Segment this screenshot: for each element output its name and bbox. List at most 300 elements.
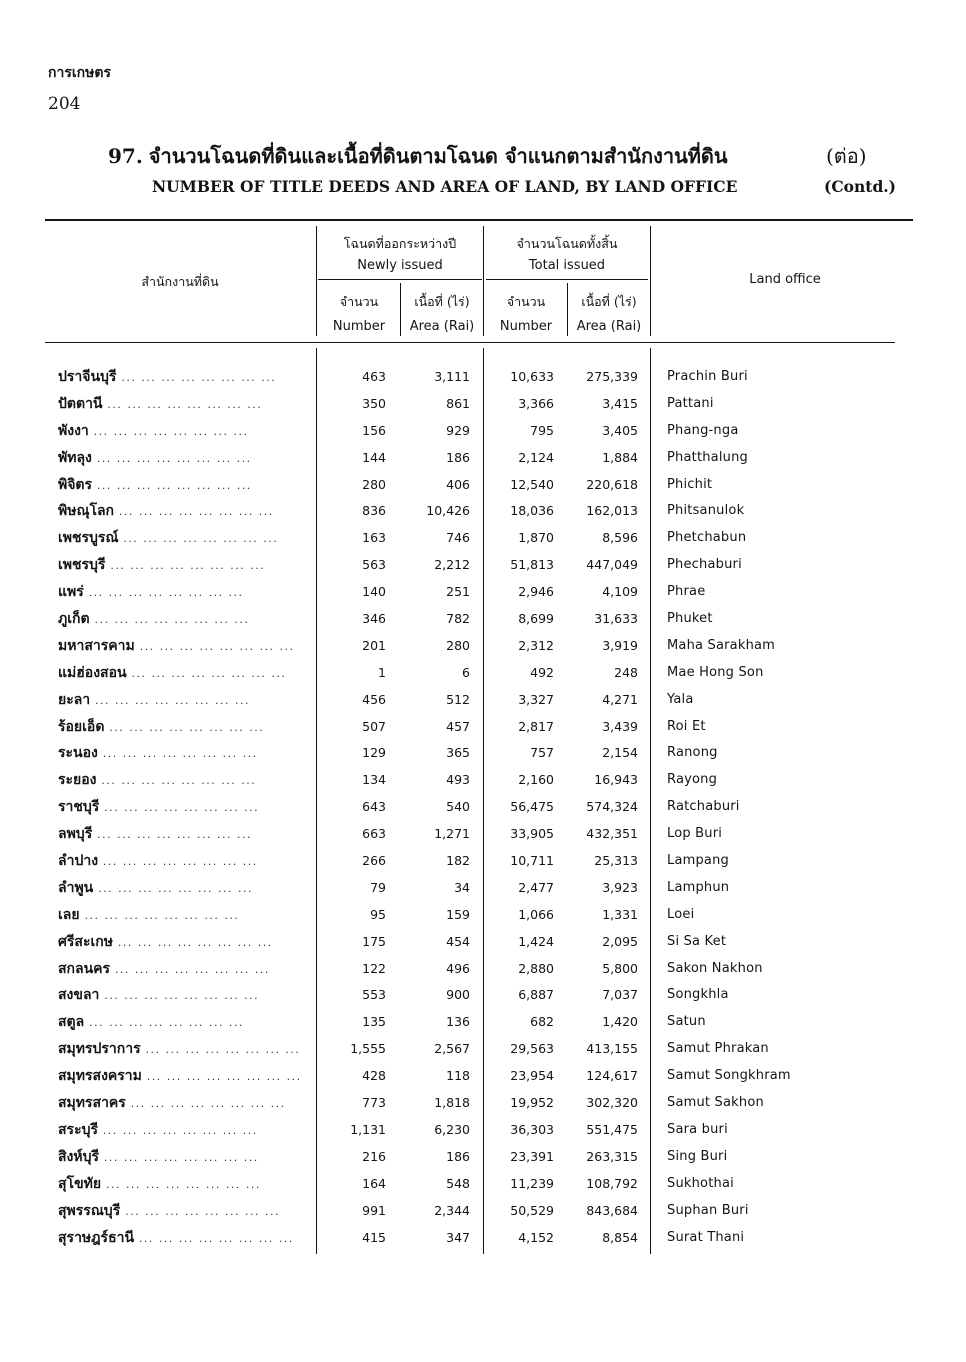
total-issued-number: 23,954 xyxy=(510,1068,554,1084)
newly-issued-number: 836 xyxy=(362,503,386,519)
leader-dots: ... ... ... ... ... ... ... ... xyxy=(139,639,295,653)
leader-dots: ... ... ... ... ... ... ... ... xyxy=(118,505,274,519)
leader-dots: ... ... ... ... ... ... ... ... xyxy=(102,855,258,869)
land-office-english: Mae Hong Son xyxy=(667,664,764,680)
total-issued-area: 3,439 xyxy=(602,718,638,734)
table-row xyxy=(0,1121,966,1148)
total-issued-number: 1,424 xyxy=(518,933,554,949)
newly-issued-area: 746 xyxy=(446,530,470,546)
table-row xyxy=(0,906,966,933)
leader-dots: ... ... ... ... ... ... ... ... xyxy=(104,989,260,1003)
leader-dots: ... ... ... ... ... ... ... ... xyxy=(95,693,250,707)
land-office-thai-name: ปัตตานี xyxy=(58,395,103,412)
land-office-thai-name: มหาสารคาม xyxy=(58,637,135,654)
land-office-thai-name: ปราจีนบุรี xyxy=(58,369,117,385)
land-office-thai xyxy=(58,1067,308,1086)
land-office-thai-name: พิษณุโลก xyxy=(58,503,115,520)
newly-issued-number: 350 xyxy=(362,395,386,411)
total-issued-number: 1,066 xyxy=(518,906,554,922)
land-office-thai-name: สงขลา xyxy=(58,987,100,1004)
newly-issued-area: 251 xyxy=(446,584,470,600)
newly-issued-area: 782 xyxy=(446,611,470,627)
header-office-english: Land office xyxy=(749,272,821,287)
table-row xyxy=(0,583,966,610)
table-number: 97. xyxy=(108,144,143,168)
newly-issued-area: 454 xyxy=(446,933,470,949)
land-office-thai xyxy=(58,422,308,441)
newly-issued-number: 201 xyxy=(362,637,386,653)
newly-issued-area: 118 xyxy=(446,1068,470,1084)
leader-dots: ... ... ... ... ... ... ... ... xyxy=(145,1043,301,1057)
newly-issued-area: 2,567 xyxy=(434,1041,470,1057)
total-issued-number: 3,327 xyxy=(518,691,554,707)
total-issued-area: 3,415 xyxy=(602,395,638,411)
total-issued-area: 108,792 xyxy=(586,1175,638,1191)
land-office-english: Sing Buri xyxy=(667,1148,728,1164)
land-office-english: Sara buri xyxy=(667,1121,728,1137)
newly-issued-number: 163 xyxy=(362,530,386,546)
newly-issued-area: 3,111 xyxy=(434,369,470,384)
land-office-english: Roi Et xyxy=(667,718,706,734)
newly-issued-number: 773 xyxy=(362,1095,386,1111)
leader-dots: ... ... ... ... ... ... ... ... xyxy=(110,559,266,573)
land-office-thai-name: สกลนคร xyxy=(58,960,111,977)
table-row xyxy=(0,556,966,583)
total-issued-number: 51,813 xyxy=(510,557,554,573)
newly-issued-area: 540 xyxy=(446,799,470,815)
header-number-english: Number xyxy=(332,319,386,334)
table-row xyxy=(0,637,966,664)
land-office-thai xyxy=(58,718,308,737)
total-issued-number: 18,036 xyxy=(510,503,554,519)
total-issued-area: 8,596 xyxy=(602,530,638,546)
total-issued-number: 2,946 xyxy=(518,584,554,600)
total-issued-number: 682 xyxy=(530,1014,554,1030)
table-row xyxy=(0,933,966,960)
land-office-thai-name: แม่ฮ่องสอน xyxy=(58,664,127,681)
land-office-english: Phuket xyxy=(667,611,713,627)
leader-dots: ... ... ... ... ... ... ... ... xyxy=(123,532,279,546)
newly-issued-number: 175 xyxy=(362,933,386,949)
newly-issued-number: 663 xyxy=(362,826,386,842)
table-row xyxy=(0,960,966,987)
leader-dots: ... ... ... ... ... ... ... ... xyxy=(89,1016,244,1030)
leader-dots: ... ... ... ... ... ... ... ... xyxy=(88,586,244,600)
table-row xyxy=(0,771,966,798)
newly-issued-area: 136 xyxy=(446,1014,470,1030)
leader-dots: ... ... ... ... ... ... ... ... xyxy=(117,935,273,949)
total-issued-area: 31,633 xyxy=(594,611,638,627)
total-issued-area: 447,049 xyxy=(586,557,638,573)
land-office-thai xyxy=(58,906,308,925)
land-office-thai xyxy=(58,1202,308,1221)
table-title-english xyxy=(152,177,912,196)
total-issued-number: 1,870 xyxy=(518,530,554,546)
total-issued-number: 2,160 xyxy=(518,772,554,788)
newly-issued-area: 182 xyxy=(446,853,470,869)
newly-issued-number: 991 xyxy=(362,1202,386,1218)
newly-issued-number: 280 xyxy=(362,476,386,492)
leader-dots: ... ... ... ... ... ... ... ... xyxy=(94,613,250,627)
table-row xyxy=(0,798,966,825)
table-row xyxy=(0,368,966,395)
total-issued-number: 29,563 xyxy=(510,1041,554,1057)
land-office-english: Phichit xyxy=(667,476,713,492)
land-office-thai xyxy=(58,1013,308,1032)
land-office-english: Samut Sakhon xyxy=(667,1095,764,1111)
land-office-thai-name: ร้อยเอ็ด xyxy=(58,718,105,735)
land-office-english: Surat Thani xyxy=(667,1229,745,1245)
land-office-thai-name: สุโขทัย xyxy=(58,1175,102,1192)
land-office-english: Rayong xyxy=(667,772,718,788)
newly-issued-area: 6 xyxy=(462,664,470,680)
total-issued-area: 16,943 xyxy=(594,772,638,788)
land-office-thai-name: พัทลุง xyxy=(58,449,92,466)
table-row xyxy=(0,449,966,476)
total-issued-number: 4,152 xyxy=(518,1229,554,1245)
land-office-thai xyxy=(58,449,308,468)
leader-dots: ... ... ... ... ... ... ... ... xyxy=(130,1097,286,1111)
land-office-thai-name: สมุทรสงคราม xyxy=(58,1068,142,1085)
table-row xyxy=(0,825,966,852)
leader-dots: ... ... ... ... ... ... ... ... xyxy=(125,1204,280,1218)
land-office-thai xyxy=(58,825,308,844)
header-area-english: Area (Rai) xyxy=(576,319,642,334)
group-underline xyxy=(318,279,482,280)
total-issued-area: 4,109 xyxy=(602,584,638,600)
newly-issued-area: 10,426 xyxy=(426,503,470,519)
table-row xyxy=(0,476,966,503)
land-office-thai-name: พังงา xyxy=(58,422,89,439)
total-issued-area: 220,618 xyxy=(586,476,638,492)
col-divider xyxy=(316,226,317,336)
total-issued-number: 8,699 xyxy=(518,611,554,627)
land-office-english: Suphan Buri xyxy=(667,1202,749,1218)
total-issued-number: 3,366 xyxy=(518,395,554,411)
land-office-thai xyxy=(58,556,308,575)
table-row xyxy=(0,1202,966,1229)
table-row xyxy=(0,1148,966,1175)
page-number: 204 xyxy=(48,94,81,114)
land-office-english: Phitsanulok xyxy=(667,503,745,519)
land-office-thai-name: เลย xyxy=(58,906,80,923)
land-office-thai-name: เพชรบูรณ์ xyxy=(58,530,119,547)
land-office-thai xyxy=(58,879,308,898)
newly-issued-number: 428 xyxy=(362,1068,386,1084)
newly-issued-number: 216 xyxy=(362,1148,386,1164)
land-office-thai xyxy=(58,1175,308,1194)
land-office-english: Lop Buri xyxy=(667,826,723,842)
total-issued-area: 263,315 xyxy=(586,1148,638,1164)
total-issued-number: 492 xyxy=(530,664,554,680)
land-office-thai xyxy=(58,1148,308,1167)
header-area-thai: เนื้อที่ (ไร่) xyxy=(581,294,637,309)
leader-dots: ... ... ... ... ... ... ... ... xyxy=(105,1177,261,1191)
total-issued-number: 33,905 xyxy=(510,826,554,842)
newly-issued-number: 79 xyxy=(370,879,386,895)
land-office-thai-name: ราชบุรี xyxy=(58,799,100,816)
total-issued-area: 2,095 xyxy=(602,933,638,949)
land-office-thai-name: ระยอง xyxy=(58,772,97,789)
total-issued-number: 6,887 xyxy=(518,987,554,1003)
land-office-english: Si Sa Ket xyxy=(667,933,727,949)
newly-issued-number: 95 xyxy=(370,906,386,922)
newly-issued-number: 135 xyxy=(362,1014,386,1030)
total-issued-number: 2,817 xyxy=(518,718,554,734)
header-number-thai: จำนวน xyxy=(339,294,379,309)
land-office-thai-name: ศรีสะเกษ xyxy=(58,933,113,950)
title-thai-contd: (ต่อ) xyxy=(826,144,867,168)
total-issued-number: 2,124 xyxy=(518,449,554,465)
newly-issued-area: 2,212 xyxy=(434,557,470,573)
header-office-thai: สำนักงานที่ดิน xyxy=(141,274,219,289)
table-row xyxy=(0,664,966,691)
land-office-english: Phetchabun xyxy=(667,530,747,546)
leader-dots: ... ... ... ... ... ... ... ... xyxy=(104,801,260,815)
total-issued-area: 4,271 xyxy=(602,691,638,707)
header-area-thai: เนื้อที่ (ไร่) xyxy=(414,294,470,309)
table-row xyxy=(0,1013,966,1040)
header-total-english: Total issued xyxy=(528,258,606,273)
leader-dots: ... ... ... ... ... ... ... ... xyxy=(114,962,270,976)
header-newly-english: Newly issued xyxy=(357,258,443,273)
newly-issued-area: 186 xyxy=(446,1148,470,1164)
land-office-thai xyxy=(58,637,308,656)
total-issued-area: 8,854 xyxy=(602,1229,638,1245)
table-row xyxy=(0,1094,966,1121)
newly-issued-number: 129 xyxy=(362,745,386,761)
land-office-english: Satun xyxy=(667,1014,706,1030)
table-row xyxy=(0,879,966,906)
title-english-text: NUMBER OF TITLE DEEDS AND AREA OF LAND, BY LAND OFFICE xyxy=(152,177,738,196)
land-office-thai xyxy=(58,664,308,683)
newly-issued-area: 457 xyxy=(446,718,470,734)
total-issued-number: 757 xyxy=(530,745,554,761)
total-issued-area: 162,013 xyxy=(586,503,638,519)
table-row xyxy=(0,1175,966,1202)
header-total-thai: จำนวนโฉนดทั้งสิ้น xyxy=(516,236,618,251)
total-issued-area: 843,684 xyxy=(586,1202,638,1218)
table-row xyxy=(0,718,966,745)
total-issued-area: 413,155 xyxy=(586,1041,638,1057)
land-office-thai-name: สระบุรี xyxy=(58,1121,98,1138)
leader-dots: ... ... ... ... ... ... ... ... xyxy=(97,828,252,842)
land-office-thai xyxy=(58,1040,308,1059)
title-english-contd: (Contd.) xyxy=(824,177,897,196)
leader-dots: ... ... ... ... ... ... ... ... xyxy=(107,397,263,411)
group-underline xyxy=(486,279,648,280)
total-issued-area: 302,320 xyxy=(586,1095,638,1111)
land-office-thai-name: สมุทรปราการ xyxy=(58,1041,141,1058)
total-issued-number: 36,303 xyxy=(510,1121,554,1137)
header-number-english: Number xyxy=(499,319,553,334)
total-issued-number: 56,475 xyxy=(510,799,554,815)
page-section-label: การเกษตร xyxy=(48,65,111,81)
leader-dots: ... ... ... ... ... ... ... ... xyxy=(138,1231,294,1245)
land-office-thai xyxy=(58,1229,308,1248)
table-row xyxy=(0,1229,966,1256)
land-office-thai xyxy=(58,933,308,952)
newly-issued-area: 861 xyxy=(446,395,470,411)
land-office-english: Maha Sarakham xyxy=(667,637,776,653)
land-office-english: Lampang xyxy=(667,853,729,869)
land-office-english: Samut Songkhram xyxy=(667,1068,791,1084)
land-office-thai xyxy=(58,610,308,629)
table-row xyxy=(0,395,966,422)
total-issued-number: 2,312 xyxy=(518,637,554,653)
newly-issued-number: 563 xyxy=(362,557,386,573)
land-office-thai-name: พิจิตร xyxy=(58,476,93,493)
title-thai-text: จำนวนโฉนดที่ดินและเนื้อที่ดินตามโฉนด จำแนกตามสำนักงานที่ดิน xyxy=(148,144,728,168)
land-office-thai xyxy=(58,529,308,548)
total-issued-number: 2,477 xyxy=(518,879,554,895)
land-office-thai xyxy=(58,395,308,414)
table-top-rule xyxy=(45,219,913,221)
newly-issued-area: 493 xyxy=(446,772,470,788)
leader-dots: ... ... ... ... ... ... ... ... xyxy=(146,1070,302,1084)
total-issued-area: 3,923 xyxy=(602,879,638,895)
total-issued-number: 23,391 xyxy=(510,1148,554,1164)
land-office-thai-name: ลำพูน xyxy=(58,879,94,896)
total-issued-area: 124,617 xyxy=(586,1068,638,1084)
newly-issued-area: 1,271 xyxy=(434,826,470,842)
col-divider xyxy=(483,226,484,336)
leader-dots: ... ... ... ... ... ... ... ... xyxy=(96,451,252,465)
land-office-thai xyxy=(58,771,308,790)
land-office-english: Ranong xyxy=(667,745,718,761)
table-row xyxy=(0,502,966,529)
newly-issued-area: 2,344 xyxy=(434,1202,470,1218)
land-office-english: Phang-nga xyxy=(667,422,739,438)
total-issued-area: 3,405 xyxy=(602,422,638,438)
land-office-thai xyxy=(58,986,308,1005)
land-office-english: Yala xyxy=(667,691,694,707)
land-office-thai-name: แพร่ xyxy=(58,584,84,601)
land-office-english: Sukhothai xyxy=(667,1175,734,1191)
leader-dots: ... ... ... ... ... ... ... ... xyxy=(98,881,254,895)
total-issued-area: 2,154 xyxy=(602,745,638,761)
land-office-thai xyxy=(58,1121,308,1140)
newly-issued-number: 346 xyxy=(362,611,386,627)
land-office-english: Songkhla xyxy=(667,987,729,1003)
table-row xyxy=(0,422,966,449)
newly-issued-area: 347 xyxy=(446,1229,470,1245)
newly-issued-area: 1,818 xyxy=(434,1095,470,1111)
leader-dots: ... ... ... ... ... ... ... ... xyxy=(109,720,265,734)
table-title-thai xyxy=(108,140,888,172)
table-row xyxy=(0,986,966,1013)
newly-issued-area: 6,230 xyxy=(434,1121,470,1137)
land-office-thai xyxy=(58,744,308,763)
table-row xyxy=(0,1040,966,1067)
total-issued-number: 12,540 xyxy=(510,476,554,492)
land-office-thai-name: สมุทรสาคร xyxy=(58,1095,126,1112)
land-office-thai xyxy=(58,502,308,521)
leader-dots: ... ... ... ... ... ... ... ... xyxy=(102,1123,258,1137)
newly-issued-area: 512 xyxy=(446,691,470,707)
newly-issued-area: 929 xyxy=(446,422,470,438)
total-issued-area: 7,037 xyxy=(602,987,638,1003)
land-office-thai-name: สิงห์บุรี xyxy=(58,1148,100,1165)
leader-dots: ... ... ... ... ... ... ... ... xyxy=(93,424,249,438)
table-row xyxy=(0,744,966,771)
leader-dots: ... ... ... ... ... ... ... ... xyxy=(84,908,240,922)
land-office-thai xyxy=(58,691,308,710)
total-issued-area: 1,884 xyxy=(602,449,638,465)
newly-issued-area: 406 xyxy=(446,476,470,492)
total-issued-number: 2,880 xyxy=(518,960,554,976)
leader-dots: ... ... ... ... ... ... ... ... xyxy=(96,478,252,492)
newly-issued-number: 134 xyxy=(362,772,386,788)
newly-issued-number: 164 xyxy=(362,1175,386,1191)
leader-dots: ... ... ... ... ... ... ... ... xyxy=(103,1150,259,1164)
newly-issued-number: 1,131 xyxy=(350,1121,386,1137)
total-issued-area: 3,919 xyxy=(602,637,638,653)
newly-issued-area: 548 xyxy=(446,1175,470,1191)
newly-issued-number: 1,555 xyxy=(350,1041,386,1057)
land-office-thai xyxy=(58,960,308,979)
total-issued-area: 5,800 xyxy=(602,960,638,976)
newly-issued-number: 266 xyxy=(362,853,386,869)
col-divider xyxy=(650,226,651,336)
land-office-thai-name: ยะลา xyxy=(58,691,91,708)
table-row xyxy=(0,691,966,718)
total-issued-area: 275,339 xyxy=(586,369,638,384)
newly-issued-number: 553 xyxy=(362,987,386,1003)
newly-issued-number: 156 xyxy=(362,422,386,438)
table-row xyxy=(0,852,966,879)
newly-issued-number: 144 xyxy=(362,449,386,465)
total-issued-number: 795 xyxy=(530,422,554,438)
land-office-english: Phechaburi xyxy=(667,557,742,573)
land-office-english: Phatthalung xyxy=(667,449,748,465)
newly-issued-number: 463 xyxy=(362,369,386,384)
land-office-thai xyxy=(58,798,308,817)
newly-issued-area: 365 xyxy=(446,745,470,761)
header-number-thai: จำนวน xyxy=(506,294,546,309)
header-newly-thai: โฉนดที่ออกระหว่างปี xyxy=(343,236,457,251)
land-office-thai-name: เพชรบุรี xyxy=(58,557,106,574)
land-office-english: Samut Phrakan xyxy=(667,1041,769,1057)
total-issued-number: 10,711 xyxy=(510,853,554,869)
total-issued-number: 50,529 xyxy=(510,1202,554,1218)
newly-issued-area: 280 xyxy=(446,637,470,653)
newly-issued-number: 643 xyxy=(362,799,386,815)
land-office-english: Ratchaburi xyxy=(667,799,740,815)
land-office-thai xyxy=(58,583,308,602)
leader-dots: ... ... ... ... ... ... ... ... xyxy=(131,666,287,680)
land-office-english: Prachin Buri xyxy=(667,369,748,384)
land-office-thai-name: สุราษฎร์ธานี xyxy=(58,1229,135,1246)
total-issued-area: 574,324 xyxy=(586,799,638,815)
leader-dots: ... ... ... ... ... ... ... ... xyxy=(101,774,257,788)
newly-issued-number: 456 xyxy=(362,691,386,707)
land-office-thai xyxy=(58,368,308,387)
land-office-thai xyxy=(58,476,308,495)
land-office-thai-name: ภูเก็ต xyxy=(58,611,90,628)
table-row xyxy=(0,610,966,637)
land-office-english: Pattani xyxy=(667,395,714,411)
total-issued-area: 432,351 xyxy=(586,826,638,842)
total-issued-number: 11,239 xyxy=(510,1175,554,1191)
land-office-thai xyxy=(58,1094,308,1113)
land-office-english: Sakon Nakhon xyxy=(667,960,763,976)
land-office-thai-name: ลำปาง xyxy=(58,853,99,870)
land-office-thai-name: ลพบุรี xyxy=(58,826,93,843)
newly-issued-area: 34 xyxy=(454,879,470,895)
total-issued-area: 1,420 xyxy=(602,1014,638,1030)
table-body xyxy=(0,368,966,1255)
